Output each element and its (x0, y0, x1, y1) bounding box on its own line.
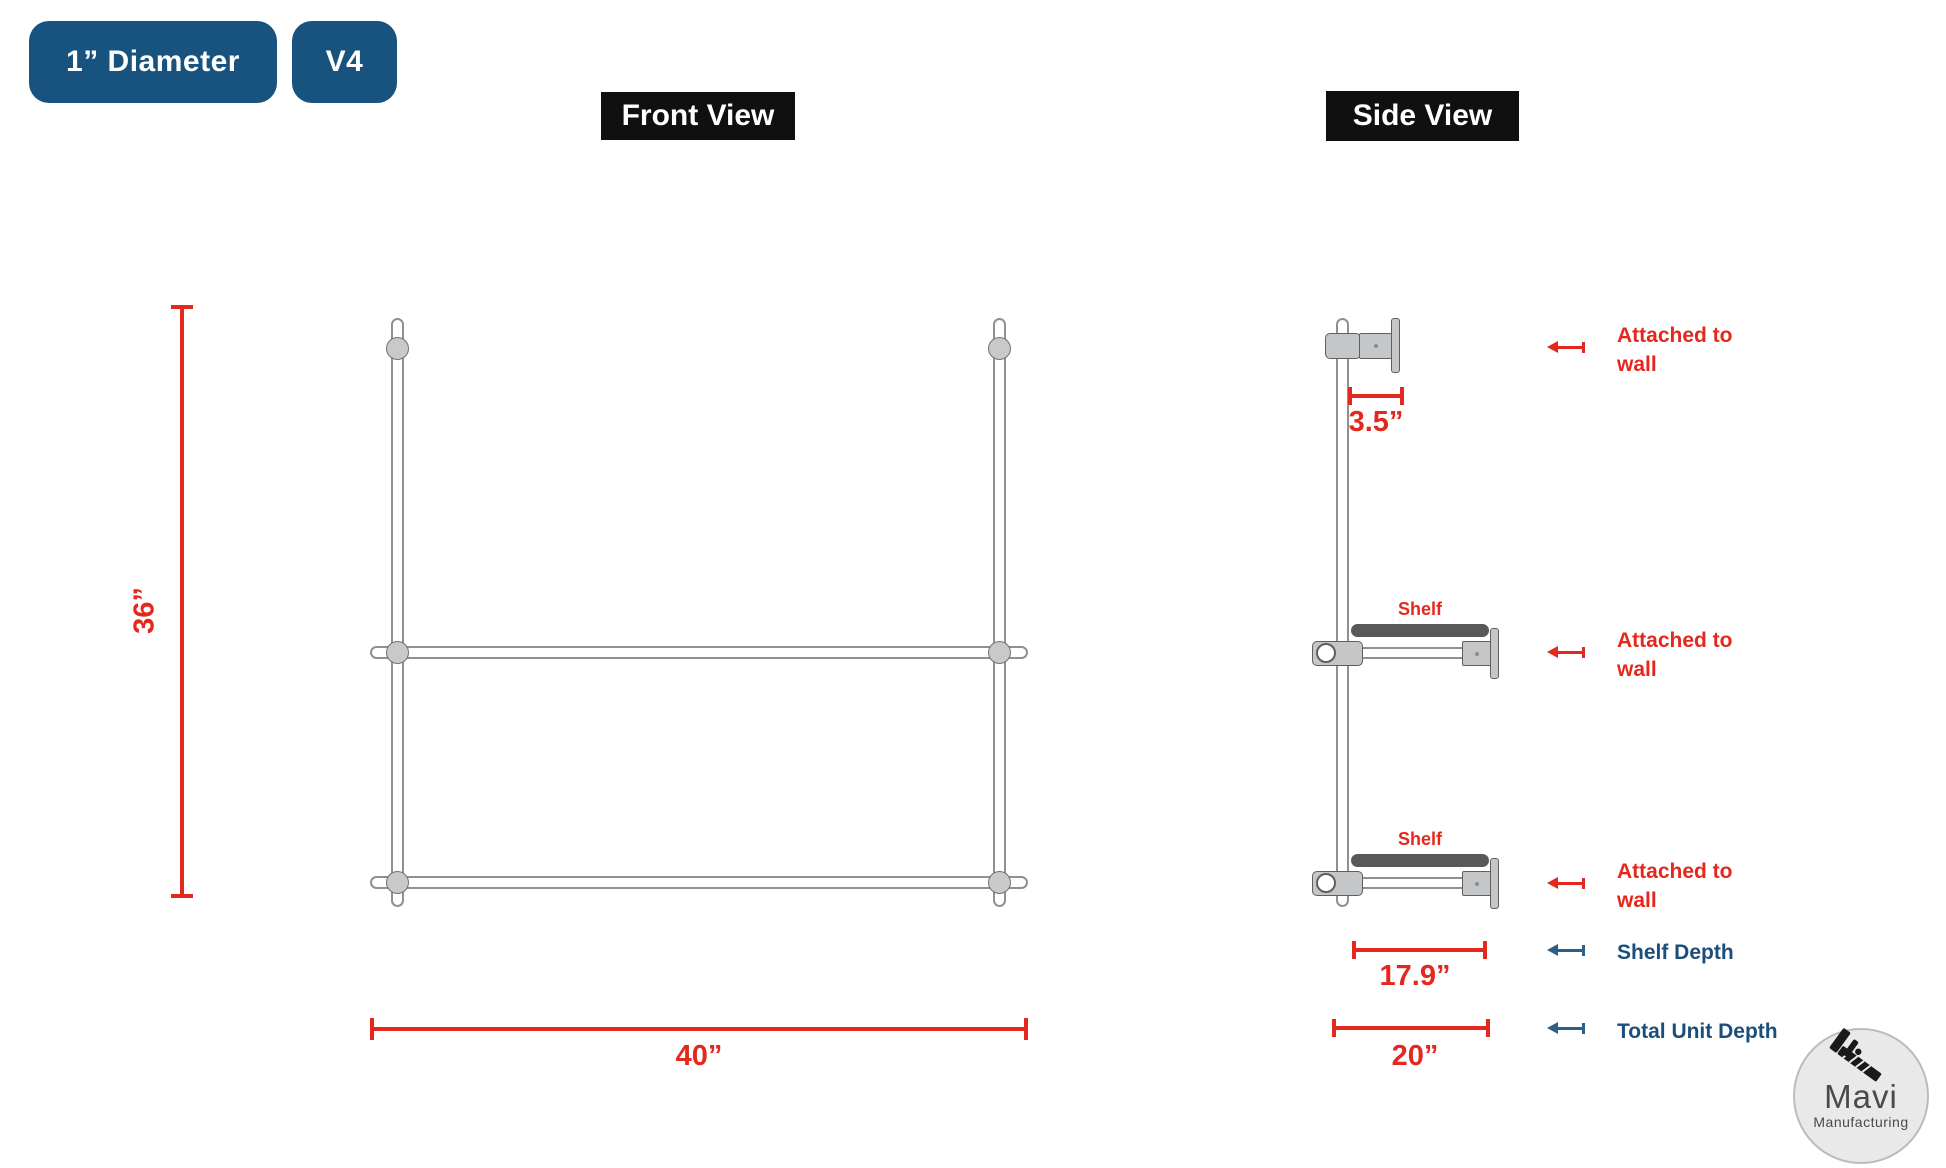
arrow-line (1555, 651, 1584, 654)
middle-support-arm (1360, 647, 1465, 659)
shelf-depth-dimension-label: 17.9” (1379, 960, 1451, 992)
blue-left-arrow-icon (1547, 1022, 1585, 1035)
attached-to-wall-label-1: Attached to wall (1617, 324, 1733, 376)
dimension-line-width (370, 1027, 1028, 1031)
pipe-connector (386, 641, 409, 664)
shelf-label-top: Shelf (1397, 599, 1442, 619)
width-dimension-label: 40” (675, 1040, 723, 1072)
lower-support-arm (1360, 877, 1465, 889)
logo-subtitle: Manufacturing (1813, 1114, 1909, 1130)
arrow-line (1555, 346, 1584, 349)
lower-wall-bracket-flange (1490, 858, 1499, 909)
top-wall-bracket-flange (1391, 318, 1400, 373)
middle-wall-bracket-flange (1490, 628, 1499, 679)
attached-to-wall-label-3: Attached to wall (1617, 860, 1733, 912)
front-middle-bar (370, 646, 1028, 659)
blue-left-arrow-icon (1547, 944, 1585, 957)
total-unit-depth-label: Total Unit Depth (1617, 1020, 1778, 1043)
pipe-connector (988, 337, 1011, 360)
arrow-tick (1582, 342, 1585, 353)
top-wall-bracket-arm (1359, 333, 1393, 359)
middle-crossbar-end (1316, 643, 1336, 663)
middle-wall-bracket-arm (1462, 641, 1492, 666)
front-bottom-bar (370, 876, 1028, 889)
version-badge-label: V4 (325, 45, 364, 78)
front-left-pole (391, 318, 404, 907)
middle-shelf-surface (1351, 624, 1489, 637)
red-left-arrow-icon (1547, 646, 1585, 659)
arrow-line (1555, 1027, 1584, 1030)
wall-offset-dimension-label: 3.5” (1348, 406, 1404, 438)
front-view-title (601, 92, 795, 140)
diameter-badge-label: 1” Diameter (66, 45, 240, 78)
lower-shelf-surface (1351, 854, 1489, 867)
height-dimension-label: 36” (128, 587, 161, 634)
side-view-title (1326, 91, 1519, 141)
total-depth-dimension-label: 20” (1391, 1040, 1439, 1072)
shelf-label-bottom: Shelf (1397, 829, 1442, 849)
version-badge (292, 21, 397, 103)
arrow-tick (1582, 1023, 1585, 1034)
red-left-arrow-icon (1547, 341, 1585, 354)
front-view-title-label: Front View (621, 99, 775, 132)
red-left-arrow-icon (1547, 877, 1585, 890)
arrow-line (1555, 949, 1584, 952)
lower-wall-bracket-arm (1462, 871, 1492, 896)
attached-to-wall-label-2: Attached to wall (1617, 629, 1733, 681)
front-right-pole (993, 318, 1006, 907)
arrow-line (1555, 882, 1584, 885)
arrow-tick (1582, 945, 1585, 956)
diameter-badge (29, 21, 277, 103)
logo-name: Mavi (1824, 1078, 1898, 1115)
lower-crossbar-end (1316, 873, 1336, 893)
shelf-depth-label: Shelf Depth (1617, 941, 1734, 964)
arrow-tick (1582, 647, 1585, 658)
top-wall-bracket-clamp (1325, 333, 1361, 359)
dimension-line-wall-offset (1348, 394, 1404, 398)
arrow-tick (1582, 878, 1585, 889)
dimension-line-shelf-depth (1352, 948, 1487, 952)
pipe-connector (988, 871, 1011, 894)
dimension-line-total-depth (1332, 1026, 1490, 1030)
pipe-connector (386, 871, 409, 894)
pipe-connector (988, 641, 1011, 664)
pipe-connector (386, 337, 409, 360)
dimension-line-height (180, 305, 184, 898)
side-view-title-label: Side View (1352, 99, 1493, 132)
